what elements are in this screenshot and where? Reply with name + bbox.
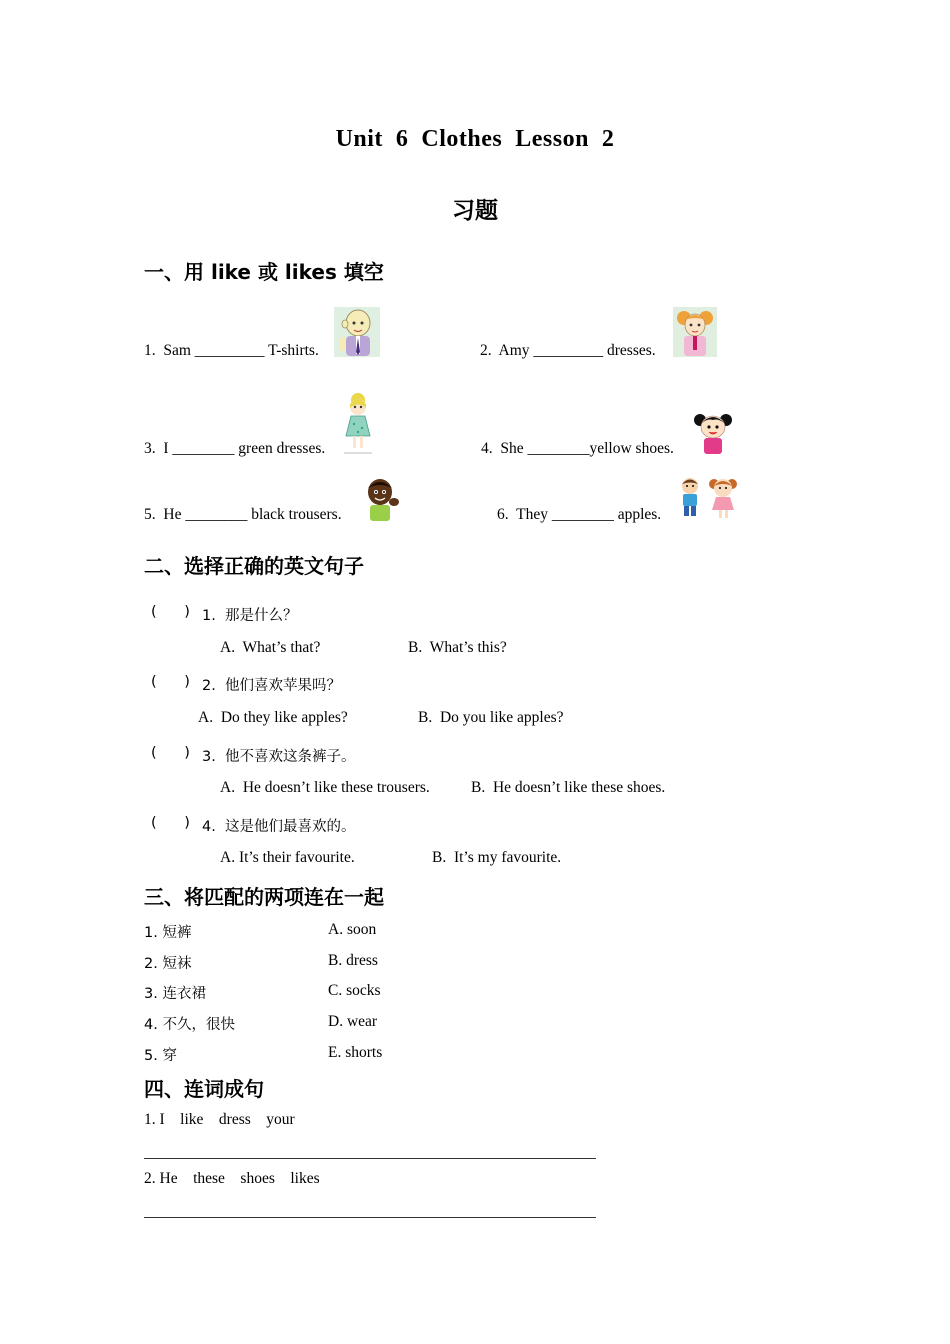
fill-item-2: 2. Amy _________ dresses. <box>480 342 656 359</box>
match-left-2: 2. 短袜 <box>144 956 192 972</box>
fill-item-6: 6. They ________ apples. <box>497 506 662 523</box>
page-subtitle: 习题 <box>452 198 498 224</box>
boy-and-girl-picture <box>676 476 742 522</box>
question-prompt-1: 1. 那是什么？ <box>202 608 298 624</box>
section1-heading: 一、用 like 或 likes 填空 <box>144 260 384 284</box>
girl-green-dress-picture <box>340 392 376 456</box>
section2-heading: 二、选择正确的英文句子 <box>144 554 364 578</box>
girl-amy-picture <box>672 306 718 358</box>
option-3-a: A. He doesn’t like these trousers. <box>220 779 430 796</box>
match-right-d: D. wear <box>328 1013 378 1030</box>
question-prompt-2: 2. 他们喜欢苹果吗？ <box>202 678 342 694</box>
answer-line-2 <box>144 1217 596 1218</box>
fill-item-1: 1. Sam _________ T-shirts. <box>144 342 319 359</box>
option-4-a: A. It’s their favourite. <box>220 849 355 866</box>
question-prompt-4: 4. 这是他们最喜欢的。 <box>202 819 356 835</box>
scrambled-words-1: 1. I like dress your <box>144 1111 295 1128</box>
answer-paren-1: ( ) <box>151 604 190 620</box>
section4-heading: 四、连词成句 <box>144 1077 264 1101</box>
fill-item-3: 3. I ________ green dresses. <box>144 440 326 457</box>
fill-item-5: 5. He ________ black trousers. <box>144 506 342 523</box>
match-left-4: 4. 不久，很快 <box>144 1017 235 1033</box>
fill-item-4: 4. She ________yellow shoes. <box>481 440 674 457</box>
match-left-3: 3. 连衣裙 <box>144 986 206 1002</box>
boy-dark-skin-picture <box>360 476 404 522</box>
section3-heading: 三、将匹配的两项连在一起 <box>144 885 384 909</box>
girl-black-hair-picture <box>693 410 733 456</box>
match-right-a: A. soon <box>328 921 377 938</box>
option-4-b: B. It’s my favourite. <box>432 849 562 866</box>
question-prompt-3: 3. 他不喜欢这条裤子。 <box>202 749 356 765</box>
option-3-b: B. He doesn’t like these shoes. <box>471 779 666 796</box>
answer-paren-4: ( ) <box>151 815 190 831</box>
answer-paren-2: ( ) <box>151 674 190 690</box>
answer-line-1 <box>144 1158 596 1159</box>
scrambled-words-2: 2. He these shoes likes <box>144 1170 320 1187</box>
match-right-c: C. socks <box>328 982 381 999</box>
match-left-1: 1. 短裤 <box>144 925 192 941</box>
match-left-5: 5. 穿 <box>144 1048 177 1064</box>
match-right-b: B. dress <box>328 952 378 969</box>
option-1-b: B. What’s this? <box>408 639 507 656</box>
page-title: Unit 6 Clothes Lesson 2 <box>335 126 615 152</box>
option-2-a: A. Do they like apples? <box>198 709 348 726</box>
bald-boy-picture <box>333 306 381 358</box>
answer-paren-3: ( ) <box>151 745 190 761</box>
option-1-a: A. What’s that? <box>220 639 321 656</box>
option-2-b: B. Do you like apples? <box>418 709 564 726</box>
match-right-e: E. shorts <box>328 1044 383 1061</box>
